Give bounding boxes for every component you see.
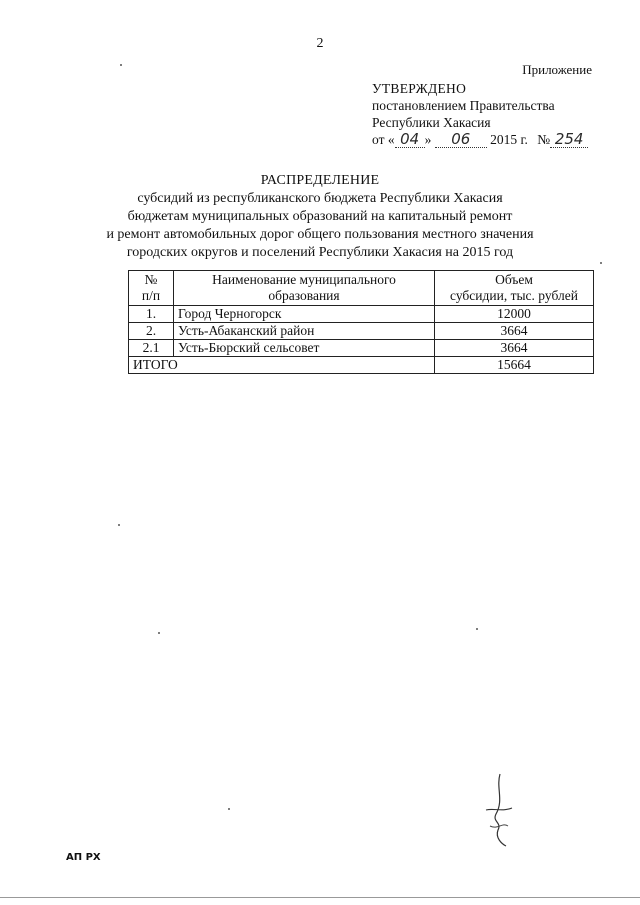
approval-line-1: постановлением Правительства (372, 98, 555, 113)
row-num: 2.1 (129, 340, 174, 357)
table-header-row (129, 271, 594, 306)
header-amount (435, 271, 594, 306)
scan-speck (120, 64, 122, 66)
header-num-line-1: № (144, 272, 158, 287)
footer-mark: АП РХ (66, 852, 101, 863)
appendix-label: Приложение (522, 62, 592, 77)
scan-speck (600, 262, 602, 264)
scan-speck (228, 808, 230, 810)
table-total-row (129, 357, 594, 374)
bottom-rule (0, 897, 640, 898)
header-num-line-2: п/п (141, 288, 161, 303)
row-name: Усть-Абаканский район (174, 323, 435, 340)
table-row (129, 340, 594, 357)
title-line-4: городских округов и поселений Республики Хакасия на 2015 год (126, 245, 514, 260)
total-amount: 15664 (435, 357, 594, 374)
document-number: 254 (550, 132, 588, 148)
row-amount: 3664 (435, 323, 594, 340)
row-name: Усть-Бюрский сельсовет (174, 340, 435, 357)
scan-speck (118, 524, 120, 526)
row-amount: 12000 (435, 306, 594, 323)
scan-speck (158, 632, 160, 634)
header-name-line-2: образования (268, 288, 340, 303)
row-name: Город Черногорск (174, 306, 435, 323)
approval-line-2: Республики Хакасия (372, 115, 491, 130)
subsidies-table (128, 270, 594, 374)
total-label: ИТОГО (129, 357, 435, 374)
date-day-close: » (424, 132, 432, 147)
title-heading: РАСПРЕДЕЛЕНИЕ (260, 173, 380, 188)
header-amount-line-1: Объем (495, 272, 533, 287)
header-name-line-1: Наименование муниципального (212, 272, 396, 287)
approval-status: УТВЕРЖДЕНО (372, 81, 467, 96)
date-month: 06 (435, 132, 487, 148)
row-num: 1. (129, 306, 174, 323)
document-title (100, 172, 540, 262)
table-row (129, 306, 594, 323)
approval-block (372, 80, 588, 148)
header-num (129, 271, 174, 306)
date-prefix: от « (372, 132, 395, 147)
header-name (174, 271, 435, 306)
row-num: 2. (129, 323, 174, 340)
title-line-1: субсидий из республиканского бюджета Республики Хакасия (137, 191, 503, 206)
handwritten-signature-icon (478, 770, 518, 850)
number-prefix: № (537, 132, 551, 147)
scan-speck (476, 628, 478, 630)
header-amount-line-2: субсидии, тыс. рублей (450, 288, 578, 303)
approval-date-line (372, 131, 588, 148)
date-day: 04 (395, 132, 425, 148)
title-line-2: бюджетам муниципальных образований на капитальный ремонт (127, 209, 513, 224)
row-amount: 3664 (435, 340, 594, 357)
title-line-3: и ремонт автомобильных дорог общего пользования местного значения (106, 227, 534, 242)
page-number: 2 (316, 36, 324, 51)
date-year: 2015 г. (490, 132, 528, 147)
table-row (129, 323, 594, 340)
